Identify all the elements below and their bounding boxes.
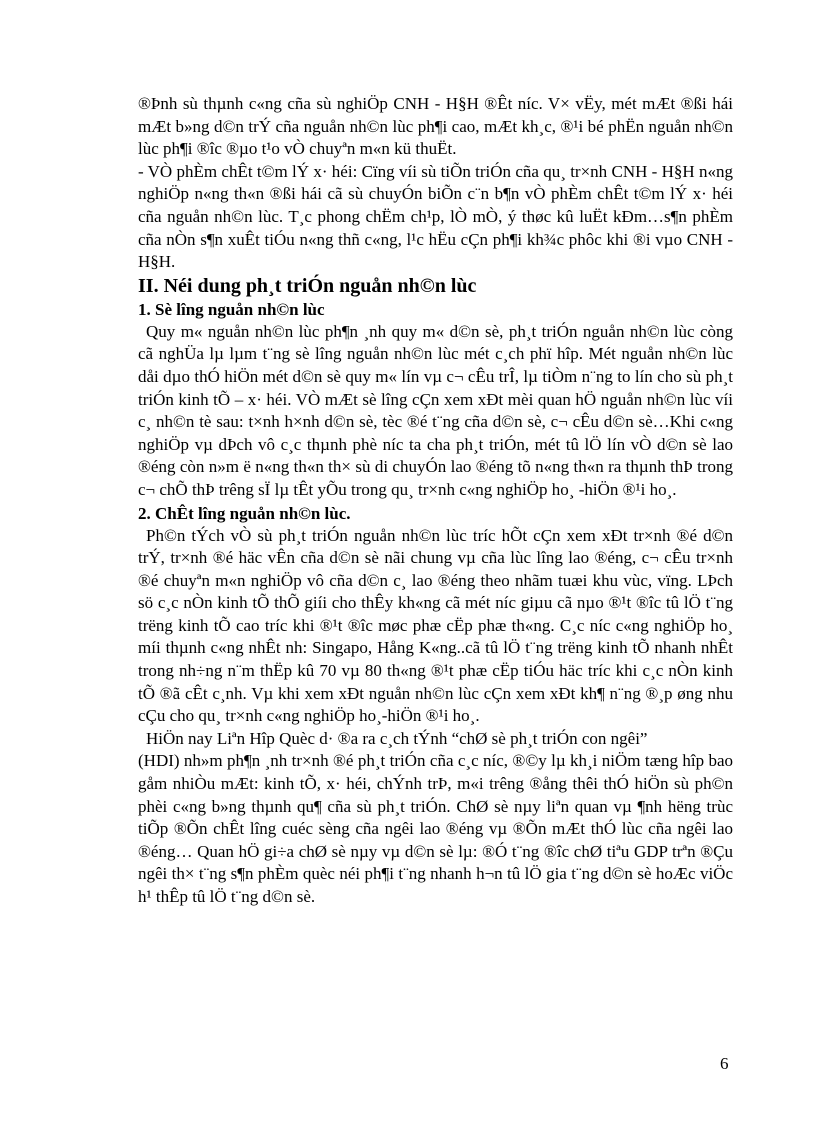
paragraph-intro: ®Þnh sù thµnh c«ng cña sù nghiÖp CNH - H§H ®Êt níc. V× vËy, mét mÆt ®ßi hái mÆt b»ng d©n trÝ cña nguån nh©n lùc ph¶i cao, mÆt kh¸c, ®¹i bé phËn nguån nh©n lùc ph¶i ®îc ®µo t¹o vÒ chuyªn m«n kü thuËt. — [138, 94, 733, 159]
paragraph-hdi-intro: HiÖn nay Liªn Hîp Quèc d· ®a ra c¸ch tÝnh “chØ sè ph¸t triÓn con ngêi” — [146, 728, 648, 748]
subsection-heading-quantity: 1. Sè lîng nguån nh©n lùc — [138, 299, 325, 319]
section-heading: II. Néi dung ph¸t triÓn nguån nh©n lùc — [138, 274, 477, 297]
paragraph-quantity: Quy m« nguån nh©n lùc ph¶n ¸nh quy m« d©n sè, ph¸t triÓn nguån nh©n lùc còng cã nghÜa lµ lµm t¨ng sè lîng nguån nh©n lùc mét c¸ch phï hîp. Mét nguån nh©n lùc dåi dµo thÓ hiÖn mét d©n sè quy m« lín vµ c¬ cÊu trÎ, lµ tiÒm n¨ng to lín cho sù ph¸t triÓn kinh tÕ – x· héi. VÒ mÆt sè lîng cÇn xem xÐt mèi quan hÖ nguån nh©n lùc víi c¸ nh©n tè sau: t×nh h×nh d©n sè, tèc ®é t¨ng cña d©n sè, c¬ cÊu d©n sè…Khi c«ng nghiÖp vµ dÞch vô c¸c thµnh phè níc ta cha ph¸t triÓn, mét tû lÖ lín vÒ d©n sè lao ®éng còn n»m ë n«ng th«n th× sù di chuyÓn lao ®éng tõ n«ng th«n ra thµnh thÞ trong c¬ chÕ thÞ trêng sÏ lµ tÊt yÕu trong qu¸ tr×nh c«ng nghiÖp ho¸ -hiÖn ®¹i ho¸. — [138, 321, 733, 499]
paragraph-quality: Ph©n tÝch vÒ sù ph¸t triÓn nguån nh©n lùc tríc hÕt cÇn xem xÐt tr×nh ®é d©n trÝ, tr×nh ®é häc vÊn cña d©n sè nãi chung vµ cña lùc lîng lao ®éng, c¬ cÊu tr×nh ®é chuyªn m«n nghiÖp vô cña d©n c¸ lao ®éng theo nhãm tuæi khu vùc, vïng. LÞch sö c¸c nÒn kinh tÕ thÕ giíi cho thÊy kh«ng cã mét níc giµu cã nµo ®¹t ®îc tû lÖ t¨ng trëng kinh tÕ cao tríc khi ®¹t ®îc møc phæ cËp phæ th«ng. C¸c níc c«ng nghiÖp ho¸ míi thµnh c«ng nhÊt nh: Singapo, Hång K«ng..cã tû lÖ t¨ng trëng kinh tÕ nhanh nhÊt trong nh÷ng n¨m thËp kû 70 vµ 80 th«ng ®¹t phæ cËp tiÓu häc tríc khi c¸c nÒn kinh tÕ ®ã cÊt c¸nh. Vµ khi xem xÐt nguån nh©n lùc cÇn xem xÐt kh¶ n¨ng ®¸p øng nhu cÇu cho qu¸ tr×nh c«ng nghiÖp ho¸-hiÖn ®¹i ho¸. — [138, 525, 733, 726]
page-number: 6 — [720, 1054, 729, 1073]
paragraph-hdi: (HDI) nh»m ph¶n ¸nh tr×nh ®é ph¸t triÓn cña c¸c níc, ®©y lµ kh¸i niÖm tæng hîp bao gåm nhiÒu mÆt: kinh tÕ, x· héi, chÝnh trÞ, m«i trêng ®ång thêi thÓ hiÖn sù ph©n phèi c«ng b»ng thµnh qu¶ cña sù ph¸t triÓn. ChØ sè nµy liªn quan vµ ¶nh hëng trùc tiÕp ®Õn chÊt lîng cuéc sèng cña ngêi lao ®éng vµ ®Õn mÆt thÓ lùc cña ngêi lao ®éng… Quan hÖ gi÷a chØ sè nµy vµ d©n sè lµ: ®Ó t¨ng ®îc chØ tiªu GDP trªn ®Çu ngêi th× t¨ng s¶n phÈm quèc néi ph¶i t¨ng nhanh h¬n tû lÖ gia t¨ng d©n sè hoÆc viÖc h¹ thÊp tû lÖ t¨ng d©n sè. — [138, 751, 733, 906]
subsection-heading-quality: 2. ChÊt lîng nguån nh©n lùc. — [138, 503, 351, 523]
paragraph-psychology: - VÒ phÈm chÊt t©m lÝ x· héi: Cïng víi sù tiÕn triÓn cña qu¸ tr×nh CNH - H§H n«ng nghiÖp n«ng th«n ®ßi hái cã sù chuyÓn biÕn c¨n b¶n vÒ phÈm chÊt t©m lÝ x· héi cña nguån nh©n lùc. T¸c phong chËm ch¹p, lÒ mÒ, ý thøc kû luËt kÐm…s¶n phÈm cña nÒn s¶n xuÊt tiÓu n«ng thñ c«ng, l¹c hËu cÇn ph¶i kh¾c phôc khi ®i vµo CNH - H§H. — [138, 161, 733, 272]
document-page — [138, 93, 733, 909]
